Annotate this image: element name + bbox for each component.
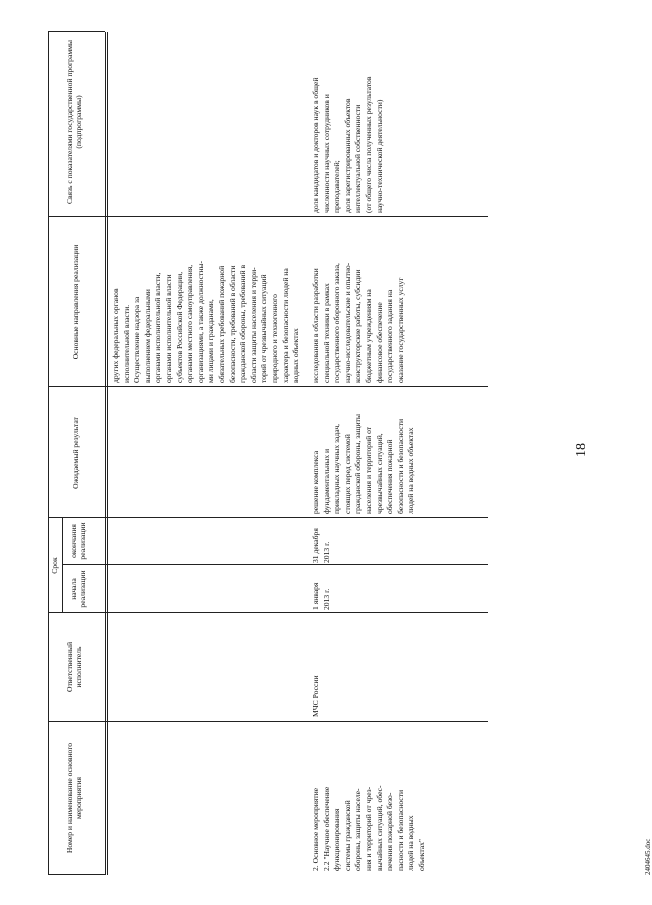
- text-line: печения пожарной безо-: [385, 792, 395, 871]
- text-line: научно-исследовательские и опытно-: [342, 262, 352, 383]
- text-line: 2013 г.: [321, 541, 331, 563]
- text-line: финансовое обеспечение: [374, 302, 384, 383]
- text-line: водных объектах: [291, 328, 301, 383]
- text-line: доля кандидатов и докторов наук в общей: [311, 77, 320, 213]
- header-name: Номер и наименование основного мероприятия: [65, 742, 84, 854]
- text-line: области защиты населения и терри-: [248, 267, 258, 383]
- text-line: выполнением федеральными: [142, 289, 152, 383]
- text-line: организациями, а также должностны-: [195, 260, 205, 383]
- header-result: Ожидаемый результат: [71, 417, 80, 489]
- col-divider-2: [48, 612, 488, 613]
- text-line: государственного задания на: [385, 289, 395, 383]
- text-line: обязательных требований пожарной: [216, 265, 226, 383]
- col-divider-1: [48, 721, 488, 722]
- text-line: чрезвычайных ситуаций,: [374, 433, 384, 514]
- header-end: окончания реализации: [69, 522, 88, 560]
- text-line: системы гражданской: [342, 800, 352, 871]
- text-line: гражданской обороны, требований в: [238, 264, 248, 383]
- text-line: людей на водных объектах: [406, 427, 416, 514]
- row2-start: [311, 566, 332, 610]
- text-line: государственного оборонного заказа,: [332, 263, 342, 383]
- text-line: безопасности, требований в области: [227, 265, 237, 383]
- text-line: объектах": [416, 838, 426, 871]
- row2-link: [311, 33, 385, 213]
- text-line: природного и техногенного: [269, 294, 279, 383]
- text-line: исполнительной власти.: [121, 304, 131, 383]
- text-line: (от общего числа полученных результатов: [363, 76, 373, 213]
- text-line: Осуществление надзора за: [132, 296, 142, 383]
- text-line: гражданской обороны, защиты: [353, 414, 363, 514]
- text-line: органами исполнительной власти,: [153, 272, 163, 383]
- text-line: обороны, защиты населе-: [353, 788, 363, 871]
- header-term: Срок: [50, 557, 59, 574]
- text-line: вычайных ситуаций, обес-: [374, 785, 384, 871]
- term-subheader-line: [62, 518, 63, 613]
- text-line: фундаментальных и: [321, 448, 331, 514]
- text-line: людей на водных: [406, 815, 416, 871]
- text-line: научно-технической деятельности): [374, 99, 384, 213]
- text-line: исследования в области разработки: [311, 268, 320, 383]
- row2-directions: [311, 217, 406, 383]
- text-line: специальной техники в рамках: [321, 283, 331, 383]
- text-line: доля зарегистрированных объектов: [342, 98, 352, 213]
- col-divider-6: [48, 216, 488, 217]
- text-line: функционирования: [332, 808, 342, 871]
- text-line: преподавателей;: [332, 160, 342, 213]
- header-start: начала реализации: [69, 570, 88, 608]
- text-line: конструкторские работы, субсидии: [353, 269, 363, 383]
- header-link: Связь с показателями государственной программы (подпрограммы): [65, 39, 84, 205]
- text-line: характера и безопасности людей на: [280, 268, 290, 383]
- text-line: торий от чрезвычайных ситуаций: [259, 274, 269, 383]
- table-top-border: [48, 32, 49, 875]
- header-bottom-line-2: [107, 32, 108, 875]
- text-line: 2. Основное мероприятие: [311, 787, 320, 871]
- text-line: численности научных сотрудников и: [321, 94, 331, 213]
- text-line: 1 января: [311, 582, 320, 610]
- row2-responsible: МЧС России: [311, 675, 320, 717]
- text-line: других федеральных органов: [111, 288, 120, 383]
- text-line: ния и территорий от чрез-: [363, 786, 373, 871]
- text-line: бюджетным учреждениям на: [363, 289, 373, 383]
- col-divider-3: [62, 564, 488, 565]
- text-line: субъектов Российской Федерации,: [174, 271, 184, 383]
- table-left-border: [48, 874, 105, 875]
- table-right-border: [48, 31, 105, 32]
- continuation-directions: [111, 218, 302, 383]
- rotated-page: [48, 25, 652, 875]
- text-line: интеллектуальной собственности: [353, 104, 363, 213]
- text-line: органами исполнительной власти: [163, 274, 173, 383]
- col-divider-5: [48, 386, 488, 387]
- text-line: прикладных научных задач,: [332, 423, 342, 514]
- document-filename: 2404645.doc: [644, 838, 652, 875]
- text-line: оказание государственных услуг: [395, 277, 405, 383]
- text-line: ми лицами и гражданами,: [206, 299, 216, 383]
- row2-result: [311, 387, 417, 514]
- text-line: 31 декабря: [311, 528, 320, 563]
- col-divider-4: [48, 517, 488, 518]
- text-line: решение комплекса: [311, 450, 320, 514]
- text-line: стоящих перед системой: [342, 434, 352, 514]
- text-line: 2013 г.: [321, 588, 331, 610]
- page-number: 18: [574, 443, 589, 457]
- header-directions: Основные направления реализации: [71, 244, 80, 360]
- text-line: 2.2 "Научное обеспечение: [321, 786, 331, 871]
- text-line: пасности и безопасности: [395, 789, 405, 871]
- row2-end: [311, 517, 332, 563]
- row2-name: [311, 723, 428, 871]
- text-line: органами местного самоуправления,: [185, 264, 195, 383]
- text-line: обеспечения пожарной: [385, 439, 395, 514]
- header-bottom-line: [105, 32, 106, 875]
- text-line: населения и территорий от: [363, 426, 373, 514]
- header-responsible: Ответственный исполнитель: [65, 641, 84, 693]
- text-line: безопасности и безопасности: [395, 418, 405, 514]
